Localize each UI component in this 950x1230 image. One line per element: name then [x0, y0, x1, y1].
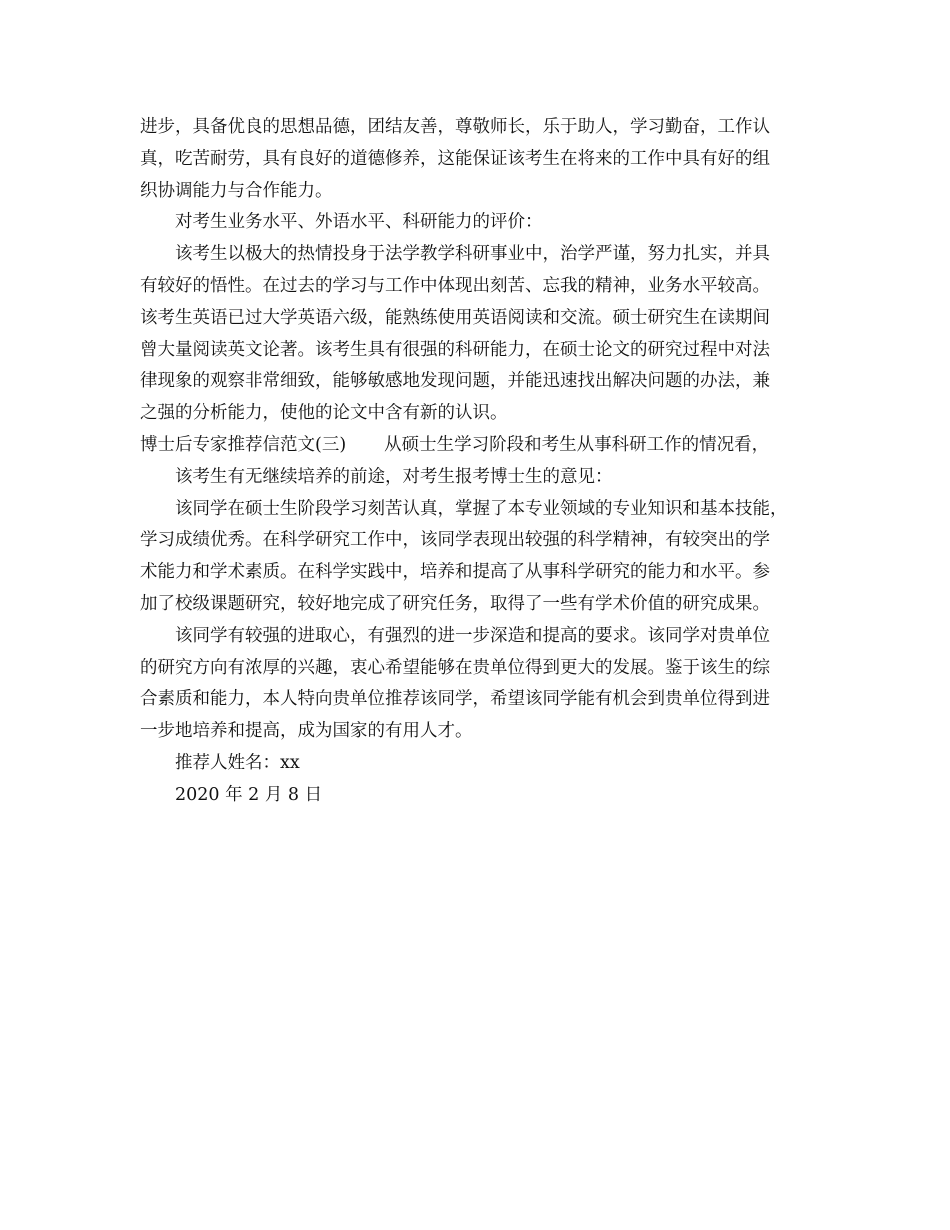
text-line: 该考生英语已过大学英语六级，能熟练使用英语阅读和交流。硕士研究生在读期间 [140, 307, 770, 328]
text-line: 术能力和学术素质。在科学实践中，培养和提高了从事科学研究的能力和水平。参 [140, 562, 770, 583]
text-line: 织协调能力与合作能力。 [140, 180, 333, 201]
text-line: 真，吃苦耐劳，具有良好的道德修养，这能保证该考生在将来的工作中具有好的组 [140, 148, 770, 169]
text-line: 曾大量阅读英文论著。该考生具有很强的科研能力，在硕士论文的研究过程中对法 [140, 339, 770, 360]
text-line: 之强的分析能力，使他的论文中含有新的认识。 [140, 403, 508, 424]
paragraph-professional-evaluation [140, 239, 830, 430]
paragraph-study-summary [140, 494, 830, 621]
text-line: 的研究方向有浓厚的兴趣，衷心希望能够在贵单位得到更大的发展。鉴于该生的综 [140, 657, 770, 678]
text-line: 有较好的悟性。在过去的学习与工作中体现出刻苦、忘我的精神，业务水平较高。 [140, 275, 770, 296]
document-date: 2020 年 2 月 8 日 [175, 784, 323, 805]
text-line: 学习成绩优秀。在科学研究工作中，该同学表现出较强的科学精神，有较突出的学 [140, 530, 770, 551]
text-line: 一步地培养和提高，成为国家的有用人才。 [140, 721, 473, 742]
text-line: 加了校级课题研究，较好地完成了研究任务，取得了一些有学术价值的研究成果。 [140, 593, 770, 614]
recommender-name: 推荐人姓名：xx [175, 752, 300, 773]
text-line: 该同学有较强的进取心，有强烈的进一步深造和提高的要求。该同学对贵单位 [175, 625, 770, 646]
text-line: 该考生以极大的热情投身于法学教学科研事业中，治学严谨，努力扎实，并具 [175, 244, 770, 265]
paragraph-recommendation [140, 621, 830, 748]
heading-follow-text: 从硕士生学习阶段和考生从事科研工作的情况看， [384, 434, 770, 455]
section-label-prospects: 该考生有无继续培养的前途，对考生报考博士生的意见： [175, 466, 613, 487]
section-label-evaluation: 对考生业务水平、外语水平、科研能力的评价： [175, 212, 543, 233]
paragraph-character-assessment [140, 112, 830, 207]
text-line: 律现象的观察非常细致，能够敏感地发现问题，并能迅速找出解决问题的办法，兼 [140, 371, 770, 392]
text-line: 进步，具备优良的思想品德，团结友善，尊敬师长，乐于助人，学习勤奋，工作认 [140, 117, 770, 137]
text-line: 该同学在硕士生阶段学习刻苦认真，掌握了本专业领域的专业知识和基本技能， [175, 498, 788, 519]
document-body [140, 112, 830, 812]
heading-line [140, 430, 830, 462]
document-heading: 博士后专家推荐信范文(三) [140, 434, 347, 455]
text-line: 合素质和能力，本人特向贵单位推荐该同学，希望该同学能有机会到贵单位得到进 [140, 689, 770, 710]
